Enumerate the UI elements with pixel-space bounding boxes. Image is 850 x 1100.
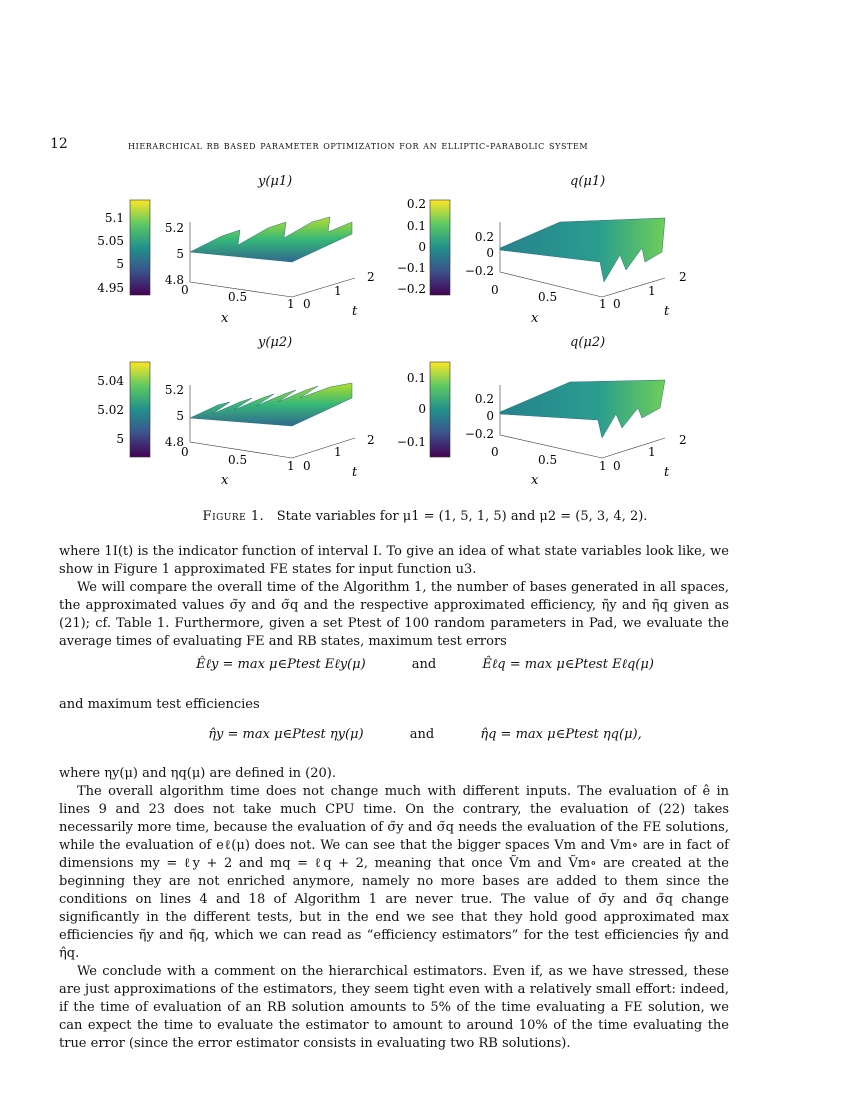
paragraph-2: We will compare the overall time of the Algorithm 1, the number of bases generated in all spaces, the approximated values σ̃y and σ̃q and the respective approximated efficiency, η̃y and η̃q given as (21); cf. Table 1. Furthermore, given a set Ptest of 100 random parameters in Pad, we evaluate the average times of evaluating FE and RB states, maximum test errors (59, 580, 729, 649)
eq2-and: and (409, 727, 435, 742)
x-tick: 0 (491, 283, 499, 297)
z-tick: −0.2 (464, 264, 494, 278)
x-tick: 0 (181, 445, 189, 459)
eq2-right: η̂q = max μ∈Ptest ηq(μ), (480, 727, 642, 742)
surface-y-mu1 (190, 217, 355, 297)
x-tick: 1 (599, 297, 607, 311)
x-tick: 0.5 (538, 453, 558, 467)
t-tick: 0 (613, 459, 621, 473)
paragraph-5: The overall algorithm time does not change much with different inputs. The evaluation of ê in lines 9 and 23 does not take much CPU time. On the contrary, the evaluation of (22) takes necessarily more time, because the evaluation of σ̃y and σ̃q needs the evaluation of the FE solutions, while the evaluation of eℓ(μ) does not. We can see that the bigger spaces Vm and Vm∘ are in fact of dimensions my = ℓy + 2 and mq = ℓq + 2, meaning that once Ṽm and Ṽm∘ are created at the beginning they are not enriched anymore, namely no more bases are added to them since the conditions on lines 4 and 18 of Algorithm 1 are never true. The value of σ̃y and σ̃q change significantly in the different tests, but in the end we see that they hold good approximated max efficiencies η̃y and η̃q, which we can read as “efficiency estimators” for the test efficiencies η̂y and η̂q. (59, 784, 729, 961)
paragraph (59, 543, 729, 651)
cbar-tick: 5 (116, 432, 124, 446)
paragraph-block (59, 765, 729, 1053)
surface-q-mu2 (500, 380, 665, 458)
caption-label: Figure 1. (202, 509, 265, 524)
t-axis-label: t (664, 304, 670, 319)
z-tick: 5.2 (164, 221, 184, 235)
page-number: 12 (50, 136, 68, 152)
cbar-tick: −0.1 (396, 435, 426, 449)
x-tick: 0.5 (538, 290, 558, 304)
t-tick: 2 (679, 433, 687, 447)
eq1-left: Êℓy = max μ∈Ptest Eℓy(μ) (196, 657, 366, 672)
t-axis-label: t (664, 465, 670, 480)
cbar-tick: 5 (116, 257, 124, 271)
eq1-right: Êℓq = max μ∈Ptest Eℓq(μ) (482, 657, 654, 672)
equation-2 (0, 727, 850, 742)
panel-title-y-mu2: y(μ2) (258, 335, 293, 350)
z-tick: 5 (176, 409, 184, 423)
x-tick: 0 (491, 445, 499, 459)
paragraph-3: and maximum test efficiencies (59, 697, 260, 712)
t-tick: 0 (303, 459, 311, 473)
panel-title-q-mu1: q(μ1) (570, 174, 606, 189)
cbar-tick: −0.1 (396, 261, 426, 275)
cbar-tick: 5.02 (97, 403, 124, 417)
x-axis-label: x (531, 473, 539, 488)
t-axis-label: t (352, 304, 358, 319)
cbar-tick: 4.95 (97, 281, 124, 295)
z-tick: 0.2 (474, 392, 494, 406)
t-tick: 0 (613, 297, 621, 311)
cbar-tick: 0 (418, 240, 426, 254)
caption-text: State variables for μ1 = (1, 5, 1, 5) and μ2 = (5, 3, 4, 2). (276, 509, 648, 524)
colorbar-q-mu1 (430, 200, 450, 295)
panel-title-q-mu2: q(μ2) (570, 335, 606, 350)
cbar-tick: 5.1 (104, 211, 124, 225)
paragraph-4: where ηy(μ) and ηq(μ) are defined in (20). (59, 766, 336, 781)
t-tick: 2 (367, 433, 375, 447)
cbar-tick: 0.1 (406, 371, 426, 385)
z-tick: 4.8 (164, 435, 184, 449)
t-tick: 1 (648, 445, 656, 459)
x-axis-label: x (221, 311, 229, 326)
t-tick: 2 (367, 270, 375, 284)
cbar-tick: 5.04 (97, 374, 124, 388)
t-axis-label: t (352, 465, 358, 480)
x-tick: 0.5 (228, 453, 248, 467)
cbar-tick: 5.05 (97, 234, 124, 248)
surface-y-mu2 (190, 383, 355, 458)
running-title: hierarchical rb based parameter optimization for an elliptic-parabolic system (128, 139, 589, 152)
figure-1 (0, 0, 850, 500)
z-tick: 5.2 (164, 383, 184, 397)
panel-title-y-mu1: y(μ1) (258, 174, 293, 189)
equation-1 (0, 656, 850, 672)
z-tick: 0.2 (474, 230, 494, 244)
x-tick: 0.5 (228, 290, 248, 304)
t-tick: 0 (303, 297, 311, 311)
x-tick: 0 (181, 283, 189, 297)
eq1-and: and (411, 657, 437, 672)
paragraph-6: We conclude with a comment on the hierarchical estimators. Even if, as we have stressed, these are just approximations of the estimators, they seem tight even with a relatively small effort: indeed, if the time of evaluation of an RB solution amounts to 5% of the time evaluating a FE solution, we can expect the time to evaluate the estimator to amount to around 10% of the time evaluating the true error (since the error estimator consists in evaluating two RB solutions). (59, 964, 729, 1051)
x-axis-label: x (531, 311, 539, 326)
t-tick: 1 (648, 284, 656, 298)
cbar-tick: 0.1 (406, 219, 426, 233)
t-tick: 1 (334, 445, 342, 459)
colorbar-y-mu1 (130, 200, 150, 295)
x-tick: 1 (287, 297, 295, 311)
eq2-left: η̂y = max μ∈Ptest ηy(μ) (208, 727, 364, 742)
figure-caption (0, 509, 850, 524)
t-tick: 1 (334, 284, 342, 298)
x-tick: 1 (599, 459, 607, 473)
z-tick: 5 (176, 247, 184, 261)
z-tick: 4.8 (164, 273, 184, 287)
z-tick: 0 (486, 409, 494, 423)
x-axis-label: x (221, 473, 229, 488)
z-tick: 0 (486, 246, 494, 260)
t-tick: 2 (679, 270, 687, 284)
colorbar-y-mu2 (130, 362, 150, 457)
z-tick: −0.2 (464, 427, 494, 441)
cbar-tick: −0.2 (396, 282, 426, 296)
surface-q-mu1 (500, 218, 665, 297)
cbar-tick: 0 (418, 402, 426, 416)
cbar-tick: 0.2 (406, 197, 426, 211)
x-tick: 1 (287, 459, 295, 473)
paragraph-1: where 1I(t) is the indicator function of interval I. To give an idea of what state variables look like, we show in Figure 1 approximated FE states for input function u3. (59, 544, 729, 577)
colorbar-q-mu2 (430, 362, 450, 457)
